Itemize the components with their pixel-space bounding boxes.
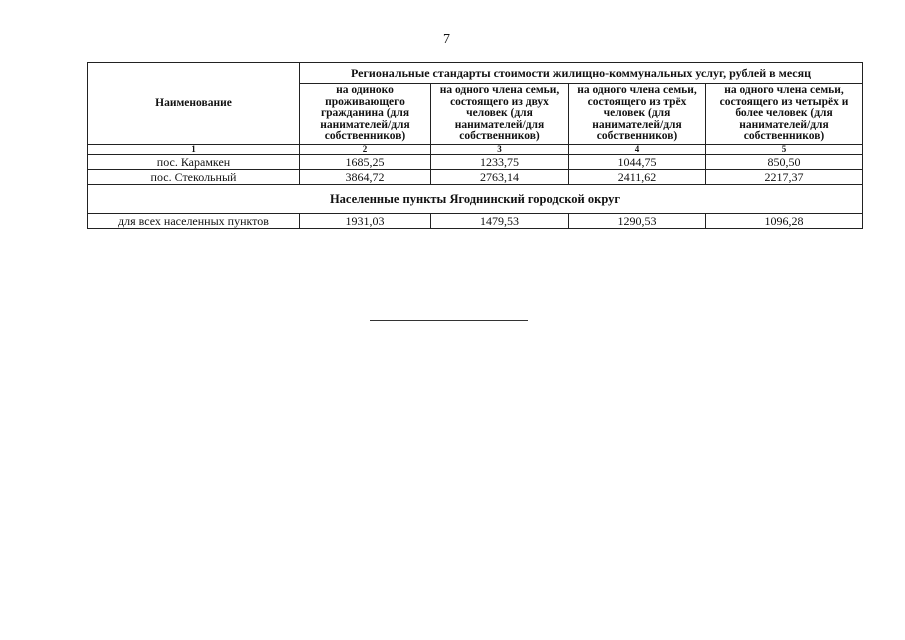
table-cell: 2217,37 xyxy=(706,170,863,185)
table-cell: 1479,53 xyxy=(431,214,569,229)
column-header: на одиноко проживающего гражданина (для нанимателей/для собственников) xyxy=(300,84,431,145)
section-title: Населенные пункты Ягоднинский городской округ xyxy=(88,185,863,214)
table-row xyxy=(88,214,863,229)
table-cell: 1290,53 xyxy=(569,214,706,229)
housing-standards-table xyxy=(87,62,863,229)
table-cell: 2763,14 xyxy=(431,170,569,185)
name-column-header: Наименование xyxy=(88,63,300,145)
column-header: на одного члена семьи, состоящего из трёх человек (для нанимателей/для собственников) xyxy=(569,84,706,145)
closing-divider xyxy=(370,320,528,321)
column-number: 2 xyxy=(300,145,431,155)
settlement-name: для всех населенных пунктов xyxy=(88,214,300,229)
column-number: 3 xyxy=(431,145,569,155)
column-number-row xyxy=(88,145,863,155)
table-cell: 1233,75 xyxy=(431,155,569,170)
table-row xyxy=(88,155,863,170)
table-cell: 3864,72 xyxy=(300,170,431,185)
page-number: 7 xyxy=(443,32,450,47)
table-cell: 1096,28 xyxy=(706,214,863,229)
column-number: 5 xyxy=(706,145,863,155)
column-header: на одного члена семьи, состоящего из четырёх и более человек (для нанимателей/для собственников) xyxy=(706,84,863,145)
table-cell: 1044,75 xyxy=(569,155,706,170)
table-row xyxy=(88,170,863,185)
group-header: Региональные стандарты стоимости жилищно-коммунальных услуг, рублей в месяц xyxy=(300,63,863,84)
column-number: 4 xyxy=(569,145,706,155)
table-cell: 2411,62 xyxy=(569,170,706,185)
settlement-name: пос. Карамкен xyxy=(88,155,300,170)
table-cell: 1685,25 xyxy=(300,155,431,170)
column-header: на одного члена семьи, состоящего из двух человек (для нанимателей/для собственников) xyxy=(431,84,569,145)
settlement-name: пос. Стекольный xyxy=(88,170,300,185)
section-header-row xyxy=(88,185,863,214)
table-cell: 1931,03 xyxy=(300,214,431,229)
table-header-row xyxy=(88,63,863,84)
column-number: 1 xyxy=(88,145,300,155)
table-cell: 850,50 xyxy=(706,155,863,170)
